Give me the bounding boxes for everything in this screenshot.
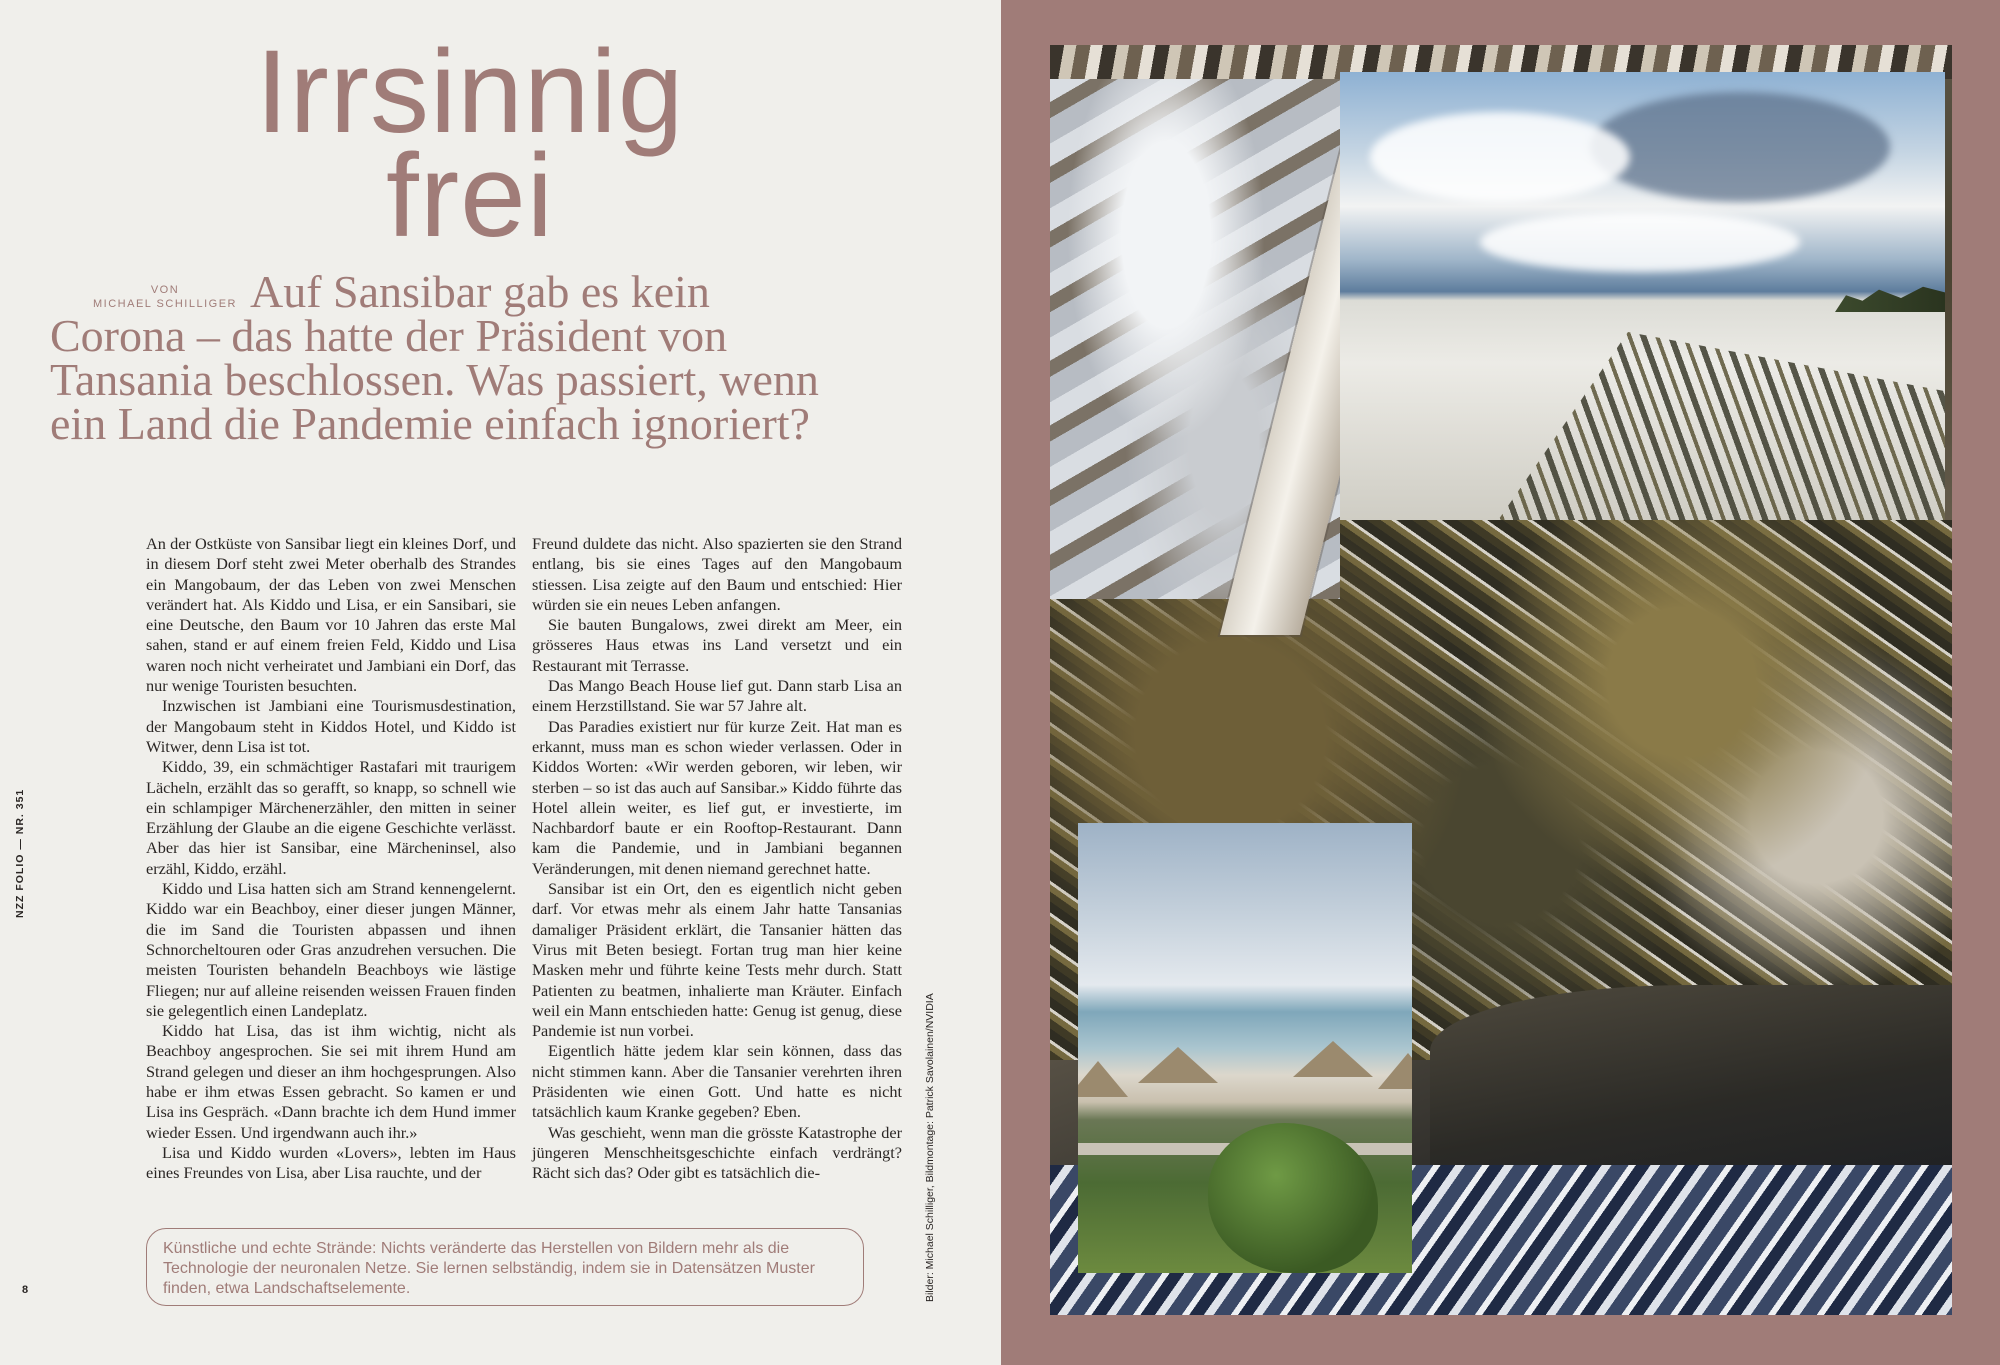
paragraph: Kiddo, 39, ein schmächtiger Rastafari mit traurigem Lächeln, erzählt das so gerafft, so knapp, so schnell wie ein schlampiger Märchenerzähler, den mitten in seiner Erzählung der Glaube an die eigene Geschichte verlässt. Aber das hier ist Sansibar, eine Märcheninsel, also erzähl, Kiddo, erzähl. bbox=[146, 757, 516, 878]
paragraph: Lisa und Kiddo wurden «Lovers», lebten im Haus eines Freundes von Lisa, aber Lisa rauchte, und der bbox=[146, 1142, 516, 1183]
paragraph: Eigentlich hätte jedem klar sein können, dass das nicht stimmen kann. Aber die Tansanier verehrten ihren Präsidenten wie einen Gott. Und hatte es nicht tatsächlich kaum Kranke gegeben? Eben. bbox=[532, 1041, 902, 1122]
page-number: 8 bbox=[22, 1284, 29, 1296]
paragraph: Kiddo und Lisa hatten sich am Strand kennengelernt. Kiddo war ein Beachboy, einer dieser jungen Männer, die im Sand die Touristen abpassen und ihnen Schnorcheltouren oder Gras anzudrehen versuchen. Die meisten Touristen behandeln Beachboys wie lästige Fliegen; nur auf alleine reisenden weissen Frauen finden sie gelegentlich einen Landeplatz. bbox=[146, 879, 516, 1020]
paragraph: Freund duldete das nicht. Also spazierten sie den Strand entlang, bis sie eines Tages auf den Mangobaum stiessen. Lisa zeigte auf den Baum und entschied: Hier würden sie ein neues Leben anfangen. bbox=[532, 534, 902, 614]
byline-author: MICHAEL SCHILLIGER bbox=[93, 298, 237, 310]
lead-line-4: ein Land die Pandemie einfach ignoriert? bbox=[50, 398, 810, 449]
image-caption-box: Künstliche und echte Strände: Nichts veränderte das Herstellen von Bildern mehr als die Technologie der neuronalen Netze. Sie lernen selbständig, indem sie in Datensätzen Muster finden, etwa Landschaftselemente. bbox=[146, 1228, 864, 1306]
photo-collage bbox=[1050, 45, 1952, 1315]
paragraph: Was geschieht, wenn man die grösste Katastrophe der jüngeren Menschheitsgeschichte einfach verdrängt? Rächt sich das? Oder gibt es tatsächlich die- bbox=[532, 1122, 902, 1183]
paragraph: Inzwischen ist Jambiani eine Tourismusdestination, der Mangobaum steht in Kiddos Hotel, und Kiddo ist Witwer, denn Lisa ist tot. bbox=[146, 696, 516, 756]
body-column-2 bbox=[532, 534, 902, 1184]
paragraph: An der Ostküste von Sansibar liegt ein kleines Dorf, und in diesem Dorf steht zwei Meter oberhalb des Strandes ein Mangobaum, der das Leben von zwei Menschen verändert hat. Als Kiddo und Lisa, er ein Sansibari, sie eine Deutsche, den Baum vor 10 Jahren das erste Mal sahen, stand er auf einem freien Feld, Kiddo und Lisa waren noch nicht verheiratet und Jambiani ein Dorf, das nur wenige Touristen besuchten. bbox=[146, 534, 516, 696]
title-line-1: Irrsinnig bbox=[255, 26, 685, 158]
title-line-2: frei bbox=[386, 130, 554, 262]
lead-line-2: Corona – das hatte der Präsident von bbox=[50, 310, 728, 361]
lead-line-3: Tansania beschlossen. Was passiert, wenn bbox=[50, 354, 819, 405]
right-page bbox=[1001, 0, 2000, 1365]
beach-photo bbox=[1340, 72, 1945, 520]
paragraph: Sie bauten Bungalows, zwei direkt am Meer, ein grösseres Haus etwas ins Land versetzt und ein Restaurant mit Terrasse. bbox=[532, 615, 902, 675]
paragraph: Kiddo hat Lisa, das ist ihm wichtig, nicht als Beachboy angesprochen. Sie sei mit ihrem Hund am Strand gelegen und dieser an ihm hochgesprungen. Also habe er ihm etwas Essen gebracht. So kamen er und Lisa ins Gespräch. «Dann brachte ich dem Hund immer wieder Essen. Und irgendwann auch ihr.» bbox=[146, 1021, 516, 1142]
folio-label: NZZ FOLIO — NR. 351 bbox=[14, 788, 26, 918]
paragraph: Sansibar ist ein Ort, den es eigentlich nicht geben darf. Vor etwas mehr als einem Jahr hatte Tansanias damaliger Präsident erklärt, die Tansanier hätten das Virus mit Beten besiegt. Fortan trug man hier keine Masken mehr und führte keine Tests mehr durch. Statt Patienten zu beatmen, inhalierte man Kräuter. Einfach weil ein Mann entschieden hatte: Genug ist genug, diese Pandemie ist nun vorbei. bbox=[532, 879, 902, 1041]
article-title bbox=[190, 26, 750, 262]
body-column-1 bbox=[146, 534, 516, 1184]
photo-credit: Bilder: Michael Schilliger, Bildmontage: Patrick Savolainen/NVIDIA bbox=[924, 993, 936, 1302]
paragraph: Das Paradies existiert nur für kurze Zeit. Hat man es erkannt, muss man es schon wieder verlassen. Oder in Kiddos Worten: «Wir werden geboren, wir leben, wir sterben – so ist das auch auf Sansibar.» Kiddo führte das Hotel allein weiter, es lief gut, er investierte, im Nachbardorf baute er ein Rooftop-Restaurant. Dann kam die Pandemie, und in Jambiani begannen Veränderungen, mit denen niemand gerechnet hatte. bbox=[532, 716, 902, 878]
byline-von: VON bbox=[150, 284, 180, 296]
lead-text bbox=[50, 266, 930, 449]
paragraph: Das Mango Beach House lief gut. Dann starb Lisa an einem Herzstillstand. Sie war 57 Jahre alt. bbox=[532, 676, 902, 716]
lead-line-1: Auf Sansibar gab es kein bbox=[250, 266, 710, 317]
resort-photo bbox=[1078, 823, 1412, 1273]
